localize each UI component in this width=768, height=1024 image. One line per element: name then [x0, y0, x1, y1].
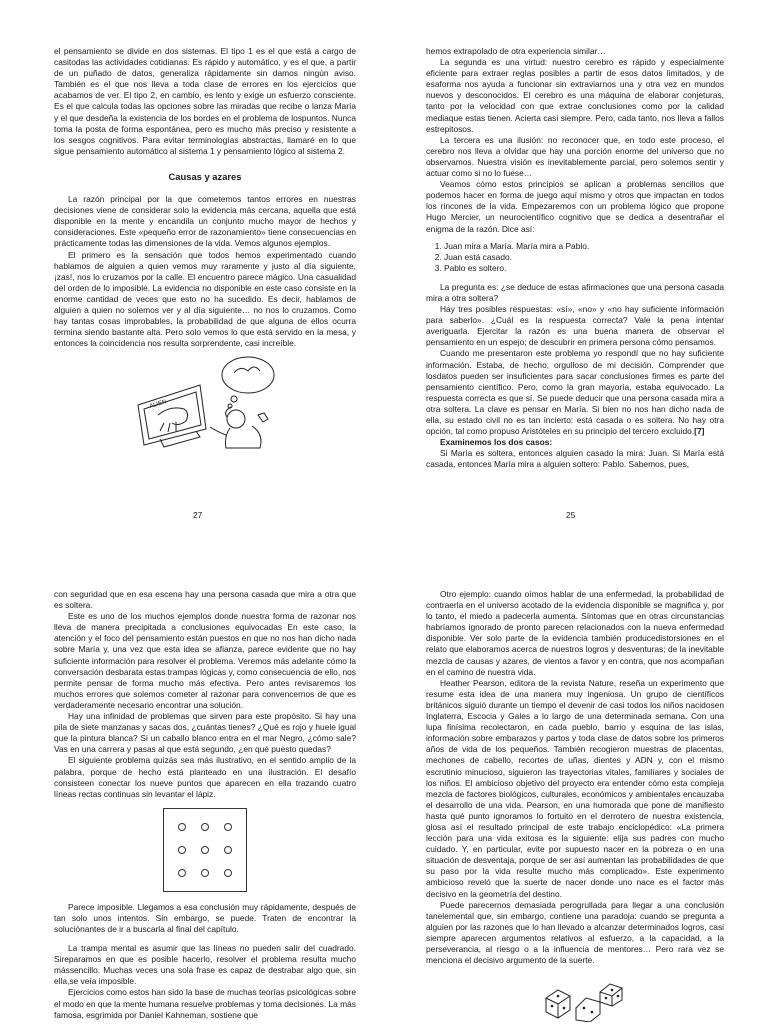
page-number: 27 [193, 510, 203, 520]
page-bottom-left [54, 589, 356, 1024]
p25-para5: Hay tres posibles respuestas: «sí», «no» y «no hay suficiente información para saberlo». ¿Cuál es la respuesta correcta? Vale la pena intentar averiguarla. Ejercitar la razón es una buena manera de observar el pensamiento en un espejo; de descubrir en primera persona cómo pensamos. [426, 304, 724, 348]
dot [224, 823, 232, 831]
p4-para3: Puede parecernos demasiada perogrullada para llegar a una conclusión tanelemental que, sin embargo, contiene una paradoja: cuando se pregunta a alguien por las razones que lo han llevado a alcanzar determinados logros, casi siempre aparecen argumentos relativos al esfuerzo, a la capacidad, a la perseverancia, al riesgo o a la influencia de mentores… Pero rara vez se menciona el decisivo argumento de la suerte. [426, 899, 724, 966]
premise-list [426, 241, 724, 274]
p27-intro: el pensamiento se divide en dos sistemas. El tipo 1 es el que está a cargo de casitodas las actividades cotidianas. Es rápido y automático, y es el que, a partir de un puñado de datos, generaliza rápidamente sin damos ningún aviso. También es el que nos lleva a toda clase de errores en los ejercicios que acabamos de ver. El tipo 2, en cambio, es lento y exige un esfuerzo consciente. Es el que calcula todas las opciones sobre las miradas que recibe o lanza María y el que desdeña la existencia de los bordes en el problema de lospuntos. Nunca toma la posta de forma espontánea, pero es mucho más preciso y resistente a los sesgos cognitivos. Para evitar terminologías abstractas, llamaré en lo que sigue pensamiento automático al sistema 1 y pensamiento lógico al sistema 2. [54, 46, 356, 156]
p3-para4: Parece imposible. Llegamos a esa conclusión muy rápidamente, después de tan solo unos intentos. Sin embargo, se puede. Traten de encontrar la soluciónantes de ir a buscarla al final del capítulo. [54, 901, 356, 934]
p3-para6: Ejercicios como estos han sido la base de muchas teorías psicológicas sobre el modo en que la mente humana resuelve problemas y toma decisiones. La más famosa, esgrimida por Daniel Kahneman, sostiene que [54, 987, 356, 1020]
p25-para6-text: Cuando me presentaron este problema yo respondí que no hay suficiente información. Estaba, de hecho, orgulloso de mi decisión. Comprender que losdatos pueden ser insuficientes para sacar conclusiones firmes es parte del pensamiento científico. Pero, como la gran mayoría, estaba equivocado. La respuesta correcta es que sí. Se puede deducir que una persona casada mira a otra soltera. La clave es pensar en María. Si bien no nos han dicho nada de ella, su estado civil no es tan incierto: está casada o es soltera. No hay otra opción, tal como propuso Aristóteles en su principio del tercero excluido. [426, 348, 724, 437]
dot [201, 823, 209, 831]
p3-intro: con seguridad que en esa escena hay una persona casada que mira a otra que es soltera. [54, 589, 356, 611]
p3-para2: Hay una infinidad de problemas que sirven para este propósito. Si hay una pila de siete manzanas y sacas dos, ¿cuántas tienes? ¿Qué es rojo y huele igual que la pintura blanca? Si un caballo blanco entra en el mar Negro, ¿cómo sale? Vas en una carrera y pasas al que está segundo, ¿en qué puesto quedas? [54, 711, 356, 755]
nine-dots-puzzle [163, 808, 247, 892]
p4-para1: Otro ejemplo: cuando oímos hablar de una enfermedad, la probabilidad de contraerla en el universo acotado de la evidencia disponible se magnifica y, por lo tanto, el miedo a padecerla aumenta. Síntomas que en otras circunstancias habríamos ignorado de pronto parecen relacionados con la nueva enfermedad disponible. Ver solo parte de la evidencia también producedistorsiones en el relato que elaboramos acerca de nuestros logros y desventuras; de la inevitable mezcla de causas y azares, de vientos a favor y en contra, que nos acompañan en el camino de nuestra vida. [426, 589, 724, 677]
page-25 [426, 46, 724, 494]
p25-intro: hemos extrapolado de otra experiencia similar… [426, 46, 606, 56]
p3-para3: El siguiente problema quizás sea más ilustrativo, en el sentido amplio de la palabra, porque de hecho está planteado en una ilustración. El desafío consisteen conectar los nueve puntos que aparecen en ella trazando cuatro líneas rectas continuas sin levantar el lápiz. [54, 755, 356, 799]
page-number: 25 [566, 510, 576, 520]
dice-illustration [542, 978, 632, 1022]
p25-para2: La tercera es una ilusión: no reconocer que, en todo este proceso, el cerebro nos lleva a olvidar que hay una porción enorme del universo que no observamos. Nuestra visión es inevitablemente parcial, pero solemos sentir y actuar como si no lo fuese… [426, 134, 724, 179]
p3-para1: Este es uno de los muchos ejemplos donde nuestra forma de razonar nos lleva de manera precipitada a conclusiones equivocadas En este caso, la atención y el foco del pensamiento están puestos en que no nos han dicho nada sobre María y, una vez que esta idea se afianza, parece evidente que no hay suficiente información para resolver el problema. Veremos más adelante cómo la conversación desbarata estas trampas lógicas y, como consecuencia de ello, nos permite pensar de forma mucho más efectiva. Pero antes revisaremos los muchos errores que solemos cometer al razonar para convencernos de que es verdaderamente necesario encontrar una solución. [54, 611, 356, 710]
p3-para5: La trampa mental es asumir que las líneas no pueden salir del cuadrado. Sireparamos en que es posible hacerlo, resolver el problema resulta mucho mássencillo. Muchas veces una sola frase es capaz de destrabar algo que, sin ella,se veía imposible. [54, 943, 356, 987]
dot [224, 869, 232, 877]
page-bottom-right [426, 589, 724, 1024]
p25-para6 [426, 348, 724, 437]
section-heading: Causas y azares [168, 170, 242, 182]
list-item: 3. Pablo es soltero. [444, 263, 724, 274]
p27-para1: La razón principal por la que cometemos tantos errores en nuestras decisiones viene de considerar solo la evidencia más cercana, aquella que está disponible en la mente y encandila un conjunto mucho mayor de hechos y consideraciones. Este «pequeño error de razonamiento» tiene consecuencias en prácticamente todas las dimensiones de la vida. Vemos algunos ejemplos. [54, 194, 356, 249]
p25-para1: La segunda es una virtud: nuestro cerebro es rápido y especialmente eficiente para extraer reglas posibles a partir de esos datos limitados, y de esaforma nos ayuda a funcionar sin extraviarnos una y otra vez en mundos nuevos y desconocidos. El cerebro es una máquina de elaborar conjeturas, tanto por la velocidad con que extrae conclusiones como por la calidad mediaque estas tienen. Acierta casi siempre. Pero, cada tanto, nos lleva a fallos estrepitosos. [426, 57, 724, 134]
tv-screen-text: ALIEN [148, 399, 168, 411]
p4-para2: Heather Pearson, editora de la revista Nature, reseña un experimento que resume esta idea de una manera muy ingeniosa. Un grupo de científicos británicos siguió durante un tiempo el devenir de casi todos los niños nacidosen Inglaterra, Escocia y Gales a lo largo de una determinada semana. Con una lupa finísima recolectaron, en cada pueblo, barrio y esquina de las islas, información sobre embarazos y partos y toda clase de datos sobre los primeros años de vida de los pequeños. También recogieron muestras de placentas, mechones de cabello, recortes de uñas, dientes y ADN y, con el mismo escrutinio minucioso, siguieron las trayectorias vitales, familiares y sociales de los niños. El ambicioso objetivo del proyecto era entender cómo esta compleja mezcla de factores biológicos, culturales, económicos y ambientales encauzaba el desarrollo de una vida. Pearson, en una humorada que pone de manifiesto hasta qué punto ignoramos lo fortuito en el derrotero de nuestra existencia, glosa así el resultado principal de este trabajo enciclopédico: «La primera lección para una vida exitosa es la siguiente: elija sus padres con mucho cuidado. Y, en particular, evite por supuesto nacer en la pobreza o en una situación de desventaja, porque de ser así aumentan las probabilidades de que su paso por la vida resulte mucho más complicado». Este experimento ambicioso reveló que la suerte de nacer donde uno nace es el factor más decisivo en la geometría del destino. [426, 677, 724, 899]
list-item: 1. Juan mira a María. María mira a Pablo. [444, 241, 724, 252]
dot [178, 846, 186, 854]
dot [201, 846, 209, 854]
list-item: 2. Juan está casado. [444, 252, 724, 263]
dot [224, 846, 232, 854]
footnote-ref: [7] [694, 426, 705, 437]
dot [201, 869, 209, 877]
p27-para2: El primero es la sensación que todos hemos experimentado cuando hablamos de alguien a quien vemos muy raramente y justo al día siguiente, ¡zas!, nos lo cruzamos por la calle. El encuentro parece mágico. Una casualidad del orden de lo imposible. La evidencia no disponible en este caso consiste en la enorme cantidad de veces que esto no ha sucedido. Es decir, hablamos de alguien a quien no solemos ver y al día siguiente… no nos lo cruzamos. Como hay tantas cosas improbables, la probabilidad de que alguna de ellos ocurra termina siendo bastante alta. Pero solo vemos lo que está servido en la mesa, y entonces la coincidencia nos resulta sorprendente, casi increíble. [54, 249, 356, 349]
page-27 [54, 46, 356, 476]
p25-para7: Si María es soltera, entonces alguien casado la mira: Juan. Si María está casada, entonces María mira a alguien soltero: Pablo. Sabemos, pues, [426, 448, 724, 470]
p25-para4: La pregunta es: ¿se deduce de estas afirmaciones que una persona casada mira a otra soltera? [426, 281, 724, 303]
tv-viewer-illustration [130, 353, 280, 451]
dot [178, 823, 186, 831]
p25-subhead: Examinemos los dos casos: [440, 437, 553, 448]
p25-para3: Veamos cómo estos principios se aplican a problemas sencillos que podemos hacer en forma de juego aquí mismo y otros que impactan en todos los rincones de la vida. Empezaremos con un problema lógico que propone Hugo Mercier, un neurocientífico cognitivo que se dedica a desentrañar el enigma de la razón. Dice así: [426, 179, 724, 234]
dot [178, 869, 186, 877]
